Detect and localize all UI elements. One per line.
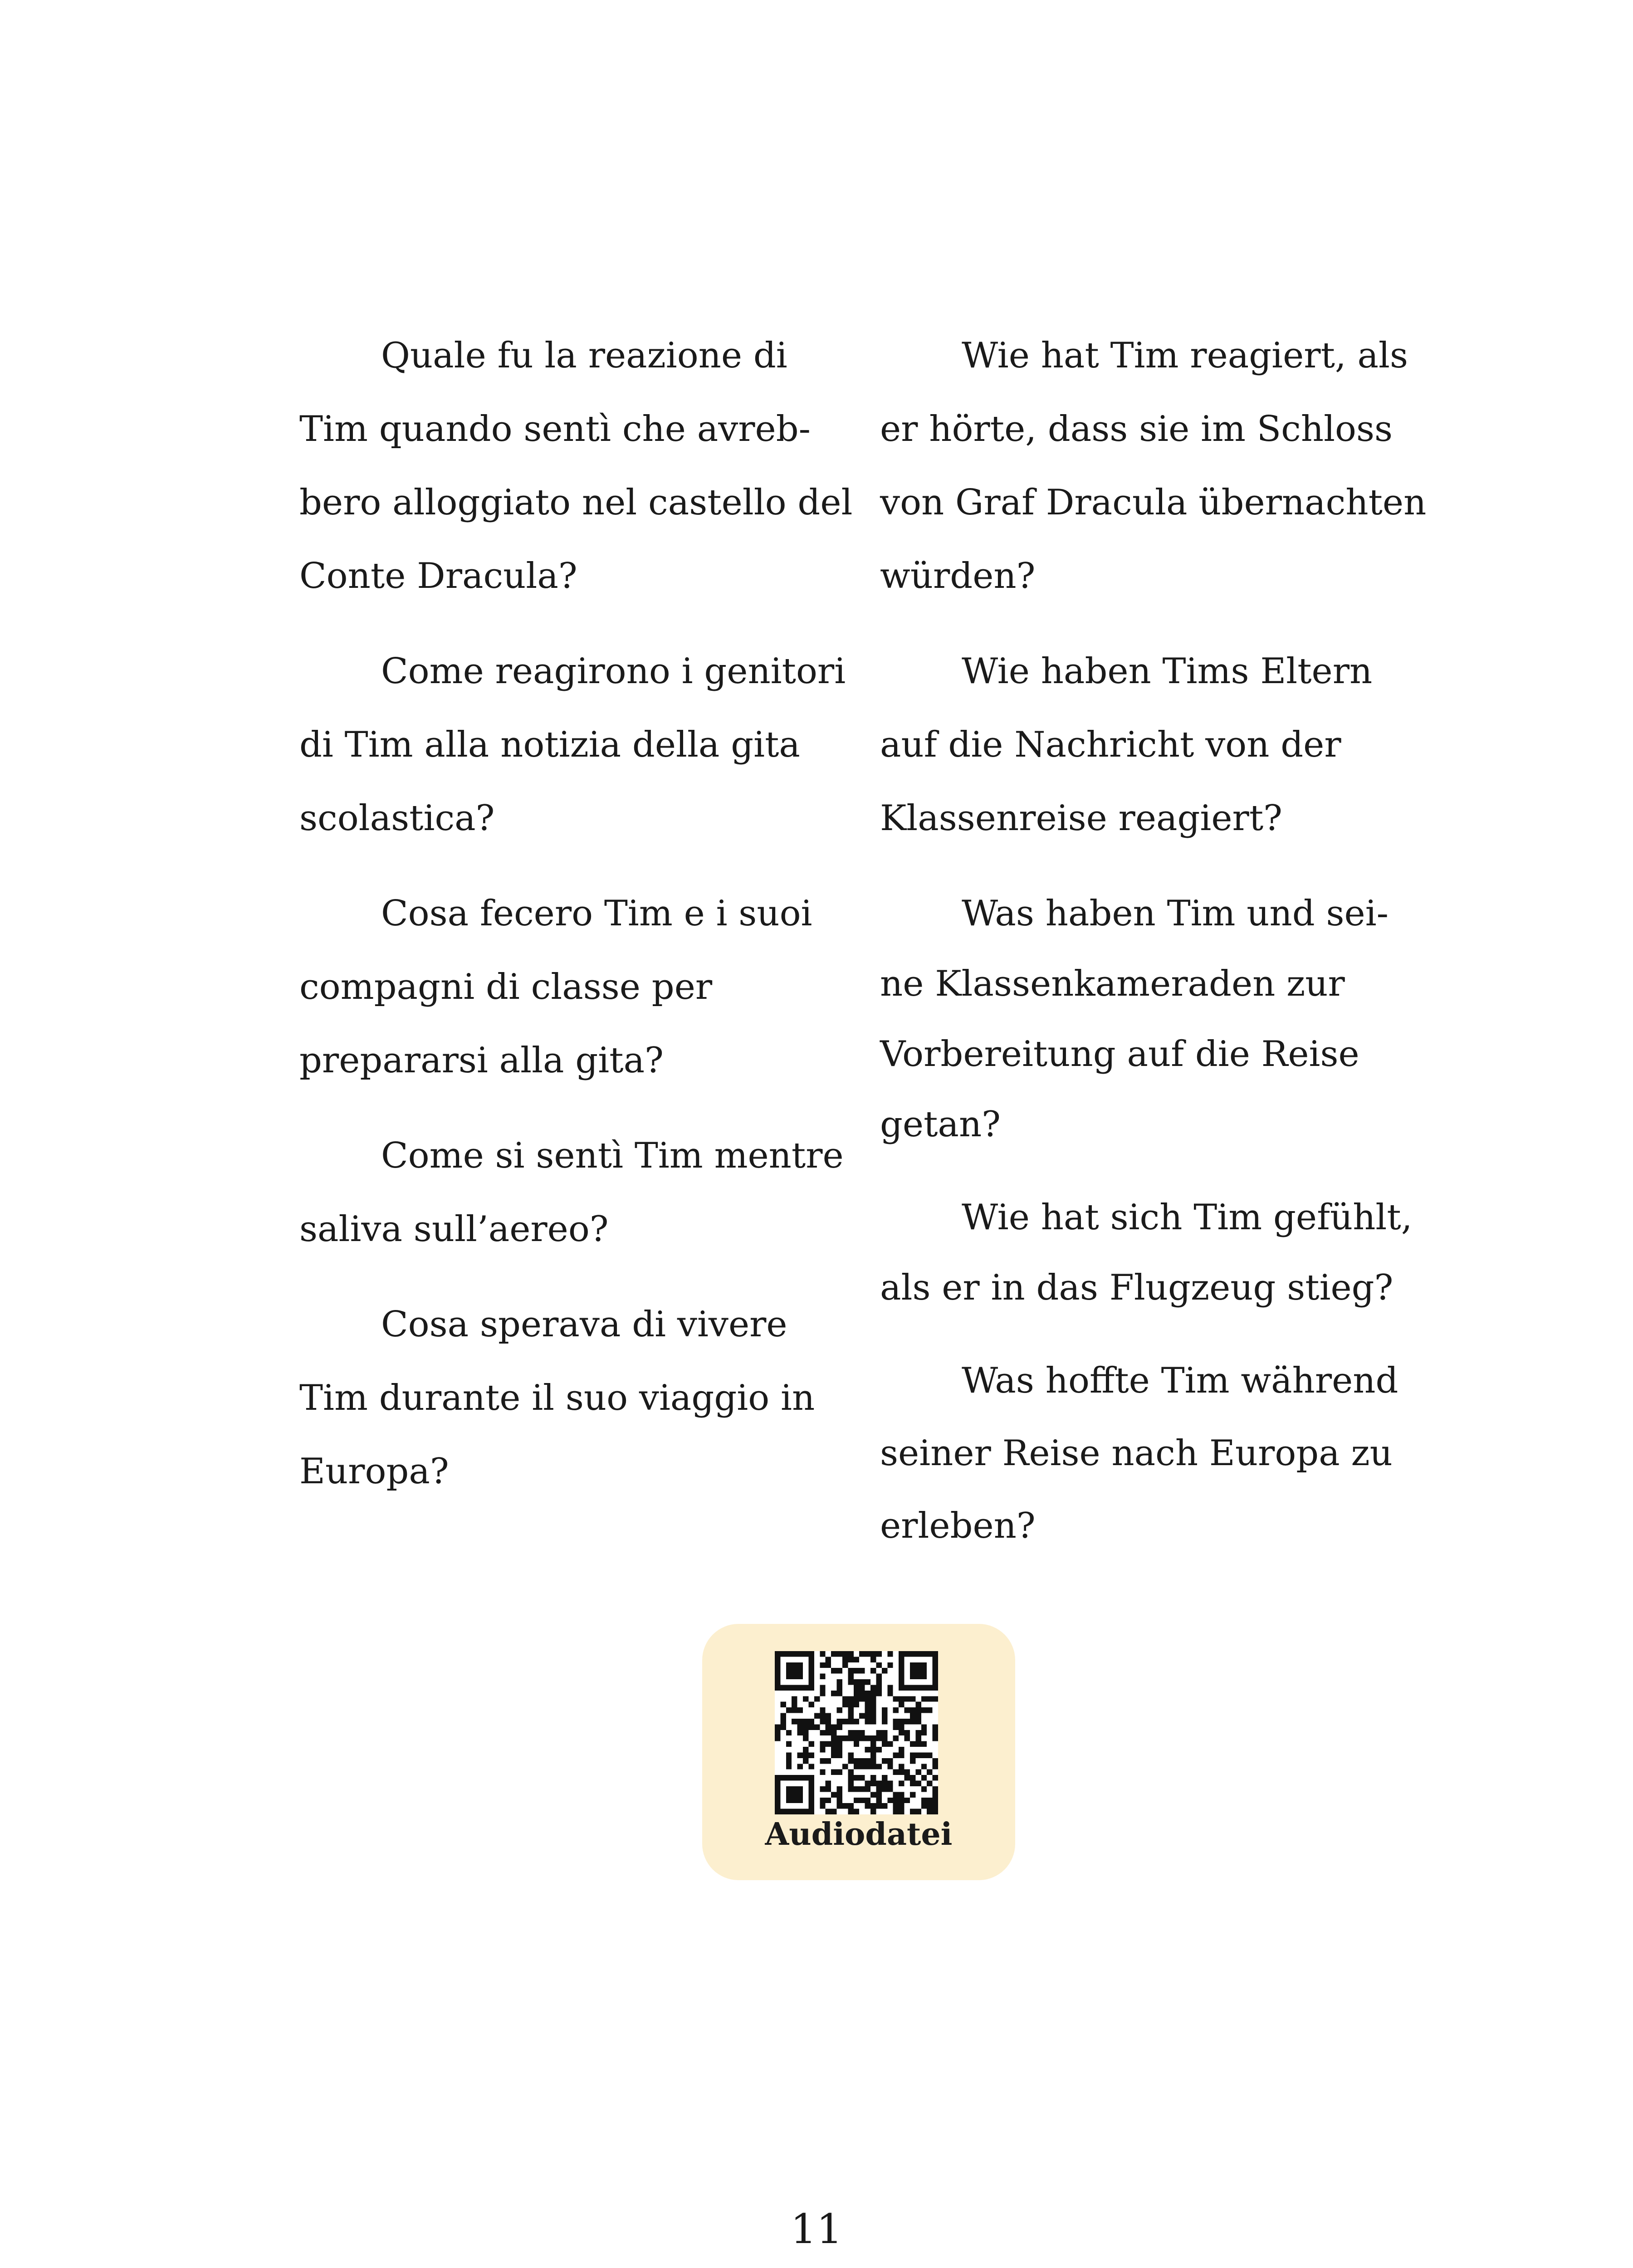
italian-q2-line2: di Tim alla notizia della gita [299, 724, 800, 765]
german-q5-line3: erleben? [880, 1505, 1036, 1546]
italian-q3-line3: prepararsi alla gita? [299, 1040, 664, 1081]
italian-q2-line3: scolastica? [299, 798, 495, 839]
italian-q3-line2: compagni di classe per [299, 967, 713, 1007]
italian-q3-line1: Cosa fecero Tim e i suoi [381, 893, 812, 934]
german-q2-line2: auf die Nachricht von der [880, 724, 1341, 765]
italian-q1-line2: Tim quando sentì che avreb- [299, 409, 811, 450]
audio-file-box[interactable] [702, 1624, 1015, 1880]
german-q2-line1: Wie haben Tims Eltern [962, 651, 1373, 692]
italian-q2-line1: Come reagirono i genitori [381, 651, 846, 692]
german-q5-line2: seiner Reise nach Europa zu [880, 1433, 1393, 1474]
german-q1-line4: würden? [880, 556, 1036, 596]
audio-file-label: Audiodatei [765, 1816, 953, 1853]
german-q1-line1: Wie hat Tim reagiert, als [962, 335, 1408, 376]
german-q3-line3: Vorbereitung auf die Reise [880, 1034, 1359, 1075]
italian-q4-line2: saliva sull’aereo? [299, 1209, 609, 1250]
qr-code-icon[interactable] [775, 1651, 938, 1814]
german-q5-line1: Was hoffte Tim während [962, 1360, 1398, 1401]
italian-q5-line1: Cosa sperava di vivere [381, 1304, 787, 1345]
german-q1-line2: er hörte, dass sie im Schloss [880, 409, 1393, 450]
german-q3-line4: getan? [880, 1104, 1001, 1145]
german-q2-line3: Klassenreise reagiert? [880, 798, 1282, 839]
italian-q4-line1: Come si sentì Tim mentre [381, 1135, 844, 1176]
italian-q5-line2: Tim durante il suo viaggio in [299, 1378, 815, 1418]
page-number: 11 [790, 2205, 843, 2253]
german-q1-line3: von Graf Dracula übernachten [880, 482, 1427, 523]
german-q3-line1: Was haben Tim und sei- [962, 893, 1389, 934]
german-q4-line1: Wie hat sich Tim gefühlt, [962, 1197, 1413, 1238]
german-q3-line2: ne Klassenkameraden zur [880, 963, 1345, 1004]
italian-q1-line3: bero alloggiato nel castello del [299, 482, 853, 523]
italian-q1-line1: Quale fu la reazione di [381, 335, 787, 376]
italian-q1-line4: Conte Dracula? [299, 556, 577, 596]
german-q4-line2: als er in das Flugzeug stieg? [880, 1267, 1393, 1308]
italian-q5-line3: Europa? [299, 1451, 449, 1492]
